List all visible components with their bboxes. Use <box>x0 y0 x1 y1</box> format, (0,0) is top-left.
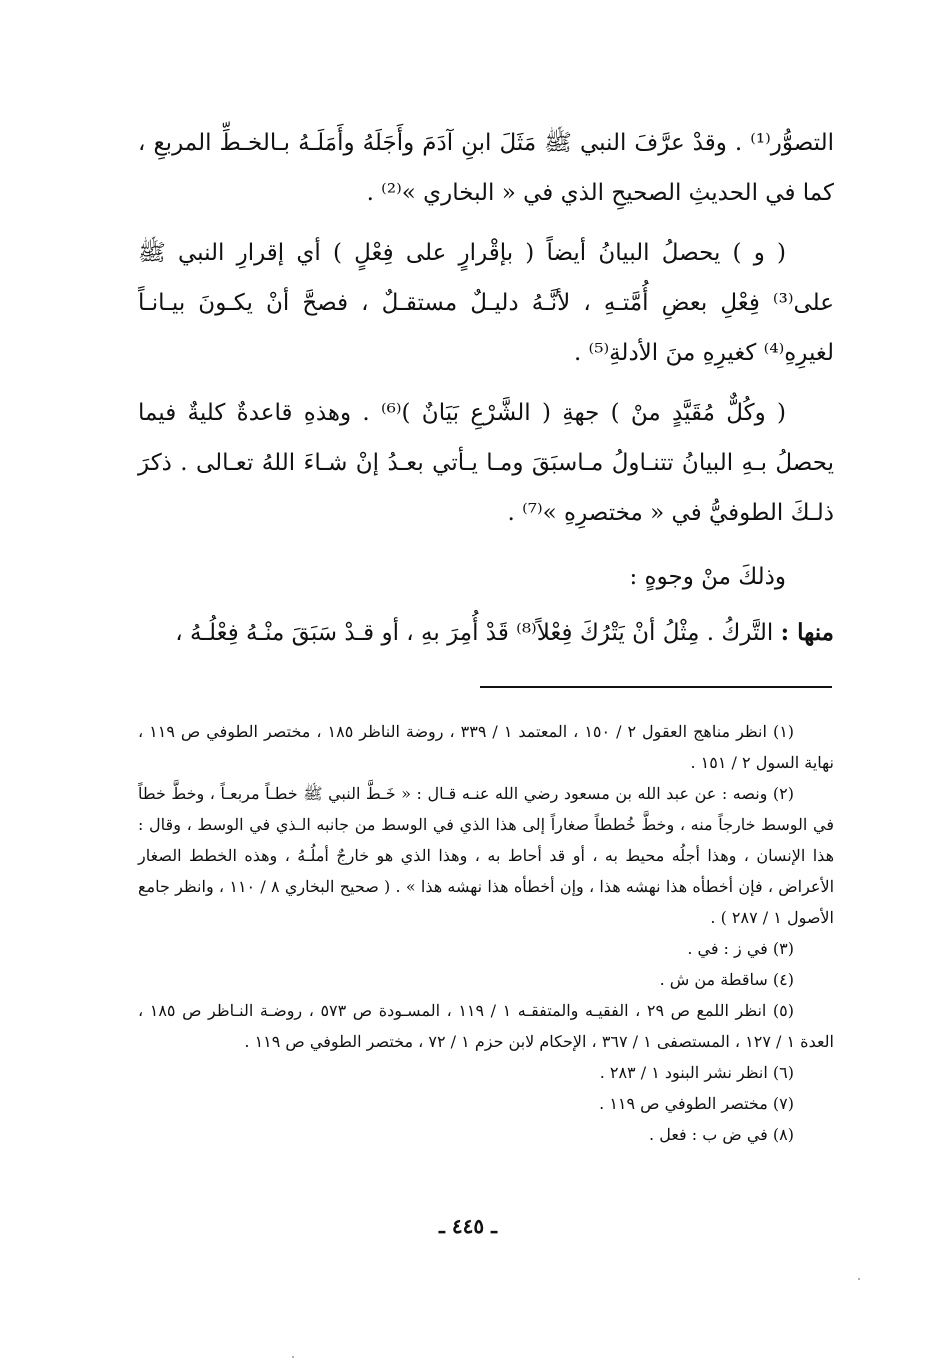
footnote: (٨) في ض ب : فعل . <box>649 1125 794 1144</box>
footnote: (٤) ساقطة من ش . <box>659 970 794 989</box>
footnotes <box>138 716 834 1150</box>
footnote: (٥) انظر اللمع ص ٢٩ ، الفقيـه والمتفقـه ١ / ١١٩ ، المسـودة ص ٥٧٣ ، روضـة النـاظر ص ١٨٥ ، العدة ١ / ١٢٧ ، المستصفى ١ / ٣٦٧ ، الإحكام لابن حزم ١ / ٧٢ ، مختصر الطوفي ص ١١٩ . <box>138 1001 834 1051</box>
page-number: ـ ٤٤٥ ـ <box>439 1214 497 1238</box>
footnote: (٦) انظر نشر البنود ١ / ٢٨٣ . <box>599 1063 794 1082</box>
footnote: (٣) في ز : في . <box>687 939 794 958</box>
main-paragraph-last <box>138 608 834 658</box>
main-paragraph: ( وكُلٌّ مُقَيَّدٍ منْ ) جهةِ ( الشَّرْعِ بَيَانٌ )⁽⁶⁾ . وهذهِ قاعدةٌ كليةٌ فيما يحصلُ بـهِ البيانُ تتنـاولُ مـاسبَقَ ومـا يـأتي بعـدُ إنْ شـاءَ اللهُ تعـالى . ذكرَ ذلـكَ الطوفيُّ في « مختصرِهِ »⁽⁷⁾ . <box>138 400 834 526</box>
scan-speck <box>858 1278 860 1280</box>
footnote: (١) انظر مناهج العقول ٢ / ١٥٠ ، المعتمد ١ / ٣٣٩ ، روضة الناظر ١٨٥ ، مختصر الطوفي ص ١١٩ ، نهاية السول ٢ / ١٥١ . <box>138 722 834 772</box>
main-text <box>138 118 834 658</box>
scan-speck <box>292 1356 294 1358</box>
main-paragraph: ( و ) يحصلُ البيانُ أيضاً ( بإقْرارٍ على فِعْلٍ ) أي إقرارِ النبي ﷺ على⁽³⁾ فِعْلِ بعضِ أُمَّتـهِ ، لأنَّـهُ دليـلٌ مستقـلٌ ، فصحَّ أنْ يكـونَ بيـانـاً لغيرِهِ⁽⁴⁾ كغيرِهِ منَ الأدلةِ⁽⁵⁾ . <box>138 240 834 366</box>
footnote-separator <box>480 686 832 688</box>
main-paragraph: وذلكَ منْ وجوهٍ : <box>629 564 786 590</box>
lead-rest: التَّركُ . مِثْلُ أنْ يَتْرُكَ فِعْلاً⁽⁸⁾ قَدْ أُمِرَ بهِ ، أو قـدْ سَبَقَ منْـهُ فِعْلُـهُ ، <box>175 620 774 646</box>
main-paragraph: التصوُّر⁽¹⁾ . وقدْ عرَّفَ النبي ﷺ مَثَلَ ابنِ آدَمَ وأَجَلَهُ وأَمَلَـهُ بـالخـطِّ المربعِ ، كما في الحديثِ الصحيحِ الذي في « البخاري »⁽²⁾ . <box>138 130 834 206</box>
footnote: (٧) مختصر الطوفي ص ١١٩ . <box>599 1094 794 1113</box>
footnote: (٢) ونصه : عن عبد الله بن مسعود رضي الله عنـه قـال : « خَـطَّ النبي ﷺ خطـاً مربعـاً ، وخطَّ خطاً في الوسط خارجاً منه ، وخطَّ خُططاً صغاراً إلى هذا الذي في الوسط من جانبه الـذي في الوسط ، وقال : هذا الإنسان ، وهذا أجلُه محيط به ، أو قد أحاط به ، وهذا الذي هو خارجٌ أملُـهُ ، وهذه الخطط الصغار الأعراض ، فإن أخطأه هذا نهشه هذا ، وإن أخطأه هذا نهشه هذا » . ( صحيح البخاري ٨ / ١١٠ ، وانظر جامع الأصول ١ / ٢٨٧ ) . <box>138 784 835 927</box>
lead-word: منها : <box>780 619 834 646</box>
